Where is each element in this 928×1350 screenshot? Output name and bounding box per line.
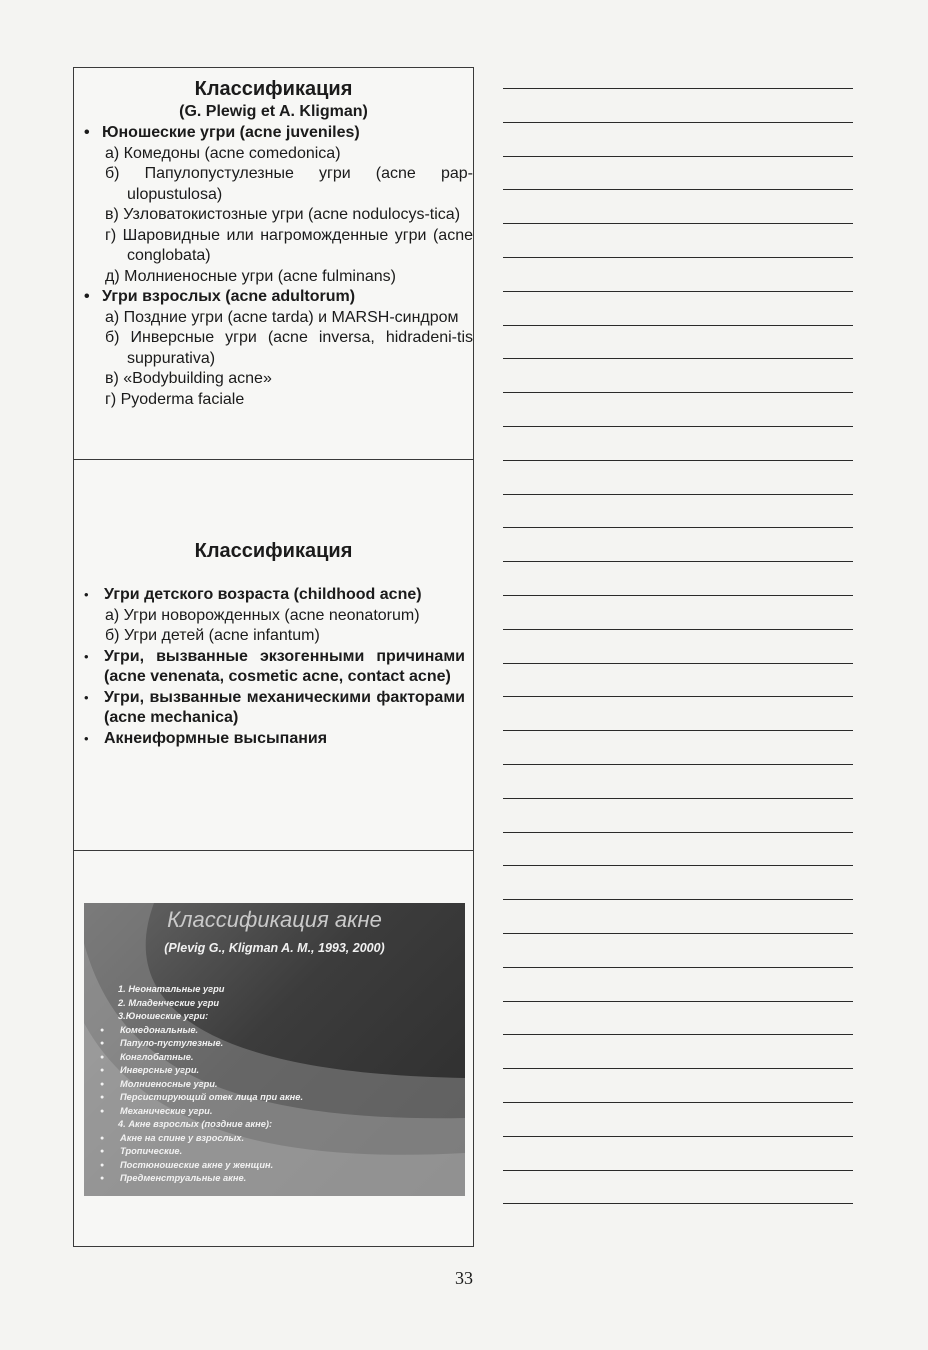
slide-2-title: Классификация	[194, 540, 353, 562]
list-item: ● Механические угри.	[100, 1105, 303, 1119]
list-item: ● Акне на спине у взрослых.	[100, 1132, 303, 1146]
note-line	[503, 1102, 853, 1103]
bullet-label: • Угри, вызванные экзогенными причинами (acne venenata, cosmetic acne, contact acne)	[74, 647, 473, 688]
slide-image	[84, 903, 465, 1196]
note-line	[503, 257, 853, 258]
note-line	[503, 392, 853, 393]
note-line	[503, 730, 853, 731]
note-line	[503, 764, 853, 765]
note-line	[503, 1001, 853, 1002]
list-item: ● Молниеносные угри.	[100, 1078, 303, 1092]
page-number: 33	[455, 1268, 473, 1288]
note-line	[503, 663, 853, 664]
note-line	[503, 291, 853, 292]
note-line	[503, 189, 853, 190]
notes-lines	[503, 0, 853, 1350]
note-line	[503, 1170, 853, 1171]
note-line	[503, 696, 853, 697]
note-line	[503, 426, 853, 427]
list-item: ● Комедональные.	[100, 1024, 303, 1038]
list-item: б) Инверсные угри (acne inversa, hidradeni-tis suppurativa)	[105, 329, 473, 367]
slide-1-title: Классификация	[194, 78, 353, 100]
bullet-label: • Угри, вызванные механическими факторами (acne mechanica)	[74, 688, 473, 729]
group-label: • Юношеские угри (acne juveniles)	[74, 123, 473, 144]
slide-2	[74, 460, 473, 851]
list-item: 2. Младенческие угри	[118, 997, 220, 1008]
note-line	[503, 527, 853, 528]
slide-2-list	[74, 585, 473, 749]
bullet-label: • Угри детского возраста (childhood acne)	[74, 585, 473, 606]
note-line	[503, 1068, 853, 1069]
note-line	[503, 358, 853, 359]
list-item: ● Персистирующий отек лица при акне.	[100, 1091, 303, 1105]
note-line	[503, 122, 853, 123]
list-item: 1. Неонатальные угри	[118, 984, 225, 994]
list-item: 3.Юношеские угри:	[118, 1011, 209, 1021]
note-line	[503, 899, 853, 900]
note-line	[503, 798, 853, 799]
list-item: б) Папулопустулезные угри (acne pap-ulopustulosa)	[105, 165, 473, 203]
slide-image-subtitle: (Plevig G., Kligman A. M., 1993, 2000)	[164, 941, 385, 955]
list-item: б) Угри детей (acne infantum)	[105, 627, 320, 644]
slide-image-list	[100, 983, 303, 1186]
slide-image-title: Классификация акне	[167, 907, 382, 932]
note-line	[503, 325, 853, 326]
slide-3	[74, 851, 473, 1246]
list-item: ● Тропические.	[100, 1145, 303, 1159]
list-item: а) Поздние угри (acne tarda) и MARSH-синдром	[105, 308, 459, 326]
list-item: 4. Акне взрослых (поздние акне):	[118, 1119, 273, 1129]
note-line	[503, 156, 853, 157]
note-line	[503, 629, 853, 630]
list-item: а) Комедоны (acne comedonica)	[105, 144, 341, 162]
note-line	[503, 832, 853, 833]
list-item: а) Угри новорожденных (acne neonatorum)	[105, 606, 420, 624]
list-item: ● Постюношеские акне у женщин.	[100, 1159, 303, 1173]
note-line	[503, 223, 853, 224]
list-item: д) Молниеносные угри (acne fulminans)	[105, 267, 396, 285]
list-item: г) Pyoderma faciale	[105, 390, 245, 408]
note-line	[503, 561, 853, 562]
note-line	[503, 494, 853, 495]
note-line	[503, 595, 853, 596]
slide-1-subtitle: (G. Plewig et A. Kligman)	[179, 103, 368, 120]
slide-1-list	[74, 123, 473, 410]
note-line	[503, 933, 853, 934]
list-item: ● Инверсные угри.	[100, 1064, 303, 1078]
note-line	[503, 967, 853, 968]
note-line	[503, 1136, 853, 1137]
list-item: в) Узловатокистозные угри (acne nodulocys-tica)	[105, 206, 461, 223]
list-item: ● Предменструальные акне.	[100, 1172, 303, 1186]
group-label: • Угри взрослых (acne adultorum)	[74, 287, 473, 308]
list-item: г) Шаровидные или нагроможденные угри (acne conglobata)	[105, 226, 473, 264]
slides-column	[73, 67, 474, 1247]
note-line	[503, 1203, 853, 1204]
slide-1	[74, 68, 473, 460]
list-item: в) «Bodybuilding acne»	[105, 370, 272, 387]
list-item: ● Папуло-пустулезные.	[100, 1037, 303, 1051]
note-line	[503, 1034, 853, 1035]
bullet-label: • Акнеиформные высыпания	[74, 729, 473, 750]
note-line	[503, 865, 853, 866]
note-line	[503, 460, 853, 461]
list-item: ● Конглобатные.	[100, 1051, 303, 1065]
note-line	[503, 88, 853, 89]
